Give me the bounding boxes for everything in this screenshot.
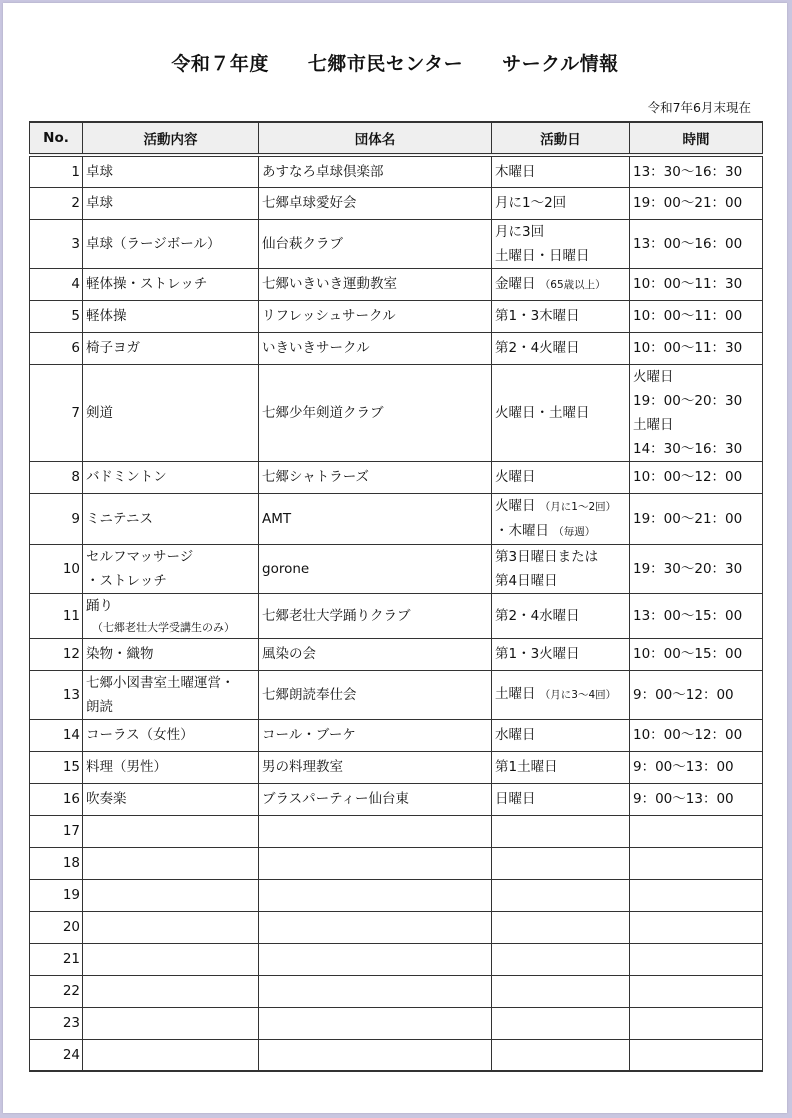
cell-group: 七郷シャトラーズ — [259, 461, 492, 493]
time-line: 10：00～12：00 — [633, 727, 743, 743]
cell-day — [492, 268, 630, 300]
cell-group — [259, 879, 492, 911]
cell-no: 20 — [30, 911, 83, 943]
cell-activity — [83, 268, 259, 300]
cell-time — [630, 219, 763, 268]
day-line — [495, 604, 626, 628]
cell-activity — [83, 364, 259, 461]
day-line — [495, 723, 626, 747]
cell-activity — [83, 493, 259, 544]
cell-activity — [83, 1039, 259, 1071]
time-line: 14：30～16：30 — [633, 440, 743, 457]
day-text: 土曜日 — [495, 686, 536, 702]
cell-group: リフレッシュサークル — [259, 300, 492, 332]
table-row — [30, 332, 763, 364]
cell-activity — [83, 815, 259, 847]
table-row — [30, 219, 763, 268]
cell-time — [630, 1039, 763, 1071]
day-line — [495, 220, 626, 244]
cell-activity — [83, 638, 259, 670]
cell-no: 14 — [30, 719, 83, 751]
day-text: 第1・3木曜日 — [495, 308, 580, 324]
day-line — [495, 401, 626, 425]
cell-day — [492, 544, 630, 593]
cell-group — [259, 1039, 492, 1071]
table-row — [30, 783, 763, 815]
day-text: 日曜日 — [495, 791, 536, 807]
cell-no: 21 — [30, 943, 83, 975]
cell-activity — [83, 670, 259, 719]
cell-time — [630, 847, 763, 879]
cell-group: 仙台萩クラブ — [259, 219, 492, 268]
cell-time — [630, 268, 763, 300]
table-row — [30, 544, 763, 593]
day-text: 月に3回 — [495, 223, 545, 240]
cell-no: 23 — [30, 1007, 83, 1039]
cell-no: 22 — [30, 975, 83, 1007]
time-line: 10：00～12：00 — [633, 469, 743, 485]
cell-activity — [83, 300, 259, 332]
cell-group — [259, 975, 492, 1007]
cell-activity — [83, 219, 259, 268]
cell-activity — [83, 187, 259, 219]
table-row — [30, 364, 763, 461]
cell-time — [630, 593, 763, 638]
activity-line: バドミントン — [86, 469, 167, 485]
time-line: 19：00～20：30 — [633, 392, 743, 409]
cell-day — [492, 751, 630, 783]
cell-group: 七郷卓球愛好会 — [259, 187, 492, 219]
time-line: 10：00～15：00 — [633, 646, 743, 662]
time-line: 9：00～13：00 — [633, 759, 734, 775]
cell-no: 12 — [30, 638, 83, 670]
day-text: 木曜日 — [495, 163, 536, 180]
cell-activity — [83, 879, 259, 911]
time-line: 10：00～11：30 — [633, 340, 743, 356]
table-row — [30, 593, 763, 638]
day-note: （毎週） — [553, 525, 596, 538]
activity-note: （七郷老壮大学受講生のみ） — [92, 620, 235, 634]
table-row — [30, 155, 763, 187]
day-text: 第4日曜日 — [495, 572, 558, 589]
table-row — [30, 911, 763, 943]
cell-no: 19 — [30, 879, 83, 911]
cell-time — [630, 461, 763, 493]
cell-activity — [83, 847, 259, 879]
cell-group: あすなろ卓球倶楽部 — [259, 155, 492, 187]
table-row — [30, 847, 763, 879]
day-note: （月に3～4回） — [539, 689, 617, 701]
cell-activity — [83, 1007, 259, 1039]
day-text: 火曜日 — [495, 497, 536, 514]
day-text: 第1土曜日 — [495, 759, 558, 775]
cell-day — [492, 493, 630, 544]
day-text: 火曜日 — [495, 469, 536, 485]
cell-no: 11 — [30, 593, 83, 638]
table-row — [30, 751, 763, 783]
time-line: 13：00～15：00 — [633, 607, 743, 624]
cell-day — [492, 975, 630, 1007]
cell-activity — [83, 975, 259, 1007]
cell-no: 8 — [30, 461, 83, 493]
day-line — [495, 244, 626, 268]
day-text: 月に1～2回 — [495, 195, 567, 211]
table-row — [30, 1007, 763, 1039]
day-line — [495, 682, 626, 707]
cell-time — [630, 332, 763, 364]
activity-line: セルフマッサージ — [86, 548, 194, 565]
cell-time — [630, 975, 763, 1007]
table-row — [30, 638, 763, 670]
header-day: 活動日 — [492, 122, 630, 155]
table-row — [30, 268, 763, 300]
time-line: 9：00～13：00 — [633, 791, 734, 807]
cell-activity — [83, 544, 259, 593]
cell-no: 6 — [30, 332, 83, 364]
cell-group: 七郷少年剣道クラブ — [259, 364, 492, 461]
cell-day — [492, 461, 630, 493]
day-line — [495, 160, 626, 184]
cell-time — [630, 1007, 763, 1039]
cell-day — [492, 847, 630, 879]
time-line: 19：00～21：00 — [633, 195, 743, 211]
cell-activity — [83, 461, 259, 493]
cell-day — [492, 783, 630, 815]
day-text: 水曜日 — [495, 727, 536, 743]
cell-day — [492, 300, 630, 332]
cell-time — [630, 815, 763, 847]
cell-no: 1 — [30, 155, 83, 187]
activity-line: 吹奏楽 — [86, 791, 127, 807]
cell-time — [630, 187, 763, 219]
cell-group: いきいきサークル — [259, 332, 492, 364]
cell-time — [630, 879, 763, 911]
time-line: 土曜日 — [633, 416, 674, 433]
cell-activity — [83, 751, 259, 783]
activity-line: 軽体操・ストレッチ — [86, 276, 208, 292]
table-header-row — [30, 122, 763, 155]
cell-time — [630, 719, 763, 751]
cell-no: 10 — [30, 544, 83, 593]
header-no: No. — [30, 122, 83, 155]
cell-day — [492, 638, 630, 670]
day-line — [495, 642, 626, 666]
table-row — [30, 719, 763, 751]
cell-group: 七郷いきいき運動教室 — [259, 268, 492, 300]
cell-time — [630, 155, 763, 187]
cell-time — [630, 300, 763, 332]
table-row — [30, 493, 763, 544]
cell-day — [492, 593, 630, 638]
day-line — [495, 272, 626, 297]
table-row — [30, 815, 763, 847]
day-line — [495, 519, 626, 544]
cell-time — [630, 943, 763, 975]
header-activity: 活動内容 — [83, 122, 259, 155]
day-line — [495, 465, 626, 489]
cell-group — [259, 943, 492, 975]
cell-group: 男の料理教室 — [259, 751, 492, 783]
cell-group: ブラスパーティー仙台東 — [259, 783, 492, 815]
cell-no: 9 — [30, 493, 83, 544]
header-group: 団体名 — [259, 122, 492, 155]
time-line: 13：30～16：30 — [633, 163, 743, 180]
cell-no: 17 — [30, 815, 83, 847]
cell-time — [630, 911, 763, 943]
header-time: 時間 — [630, 122, 763, 155]
activity-line: 卓球 — [86, 195, 113, 211]
time-line: 10：00～11：00 — [633, 308, 743, 324]
cell-activity — [83, 719, 259, 751]
activity-line: 剣道 — [86, 404, 113, 421]
cell-no: 4 — [30, 268, 83, 300]
cell-activity — [83, 911, 259, 943]
cell-time — [630, 638, 763, 670]
cell-time — [630, 544, 763, 593]
day-text: 第2・4火曜日 — [495, 340, 580, 356]
table-row — [30, 943, 763, 975]
cell-group: gorone — [259, 544, 492, 593]
day-note: （65歳以上） — [539, 278, 606, 291]
cell-no: 3 — [30, 219, 83, 268]
day-line — [495, 755, 626, 779]
cell-no: 18 — [30, 847, 83, 879]
cell-no: 5 — [30, 300, 83, 332]
time-line: 火曜日 — [633, 368, 674, 385]
cell-no: 24 — [30, 1039, 83, 1071]
day-line — [495, 545, 626, 569]
activity-line: 踊り — [86, 597, 113, 614]
cell-day — [492, 364, 630, 461]
cell-group — [259, 911, 492, 943]
cell-time — [630, 670, 763, 719]
cell-day — [492, 1007, 630, 1039]
day-note: （月に1～2回） — [539, 500, 617, 513]
cell-day — [492, 943, 630, 975]
cell-day — [492, 719, 630, 751]
cell-activity — [83, 943, 259, 975]
day-line — [495, 336, 626, 360]
activity-line: 卓球（ラージボール） — [86, 235, 221, 252]
cell-activity — [83, 332, 259, 364]
cell-group: 七郷朗読奉仕会 — [259, 670, 492, 719]
cell-day — [492, 332, 630, 364]
day-text: 金曜日 — [495, 275, 536, 292]
activity-line: 軽体操 — [86, 308, 127, 324]
as-of-date: 令和7年6月末現在 — [647, 100, 751, 115]
time-line: 19：00～21：00 — [633, 510, 743, 527]
cell-time — [630, 783, 763, 815]
cell-day — [492, 815, 630, 847]
activity-line: 椅子ヨガ — [86, 340, 140, 356]
cell-group: 七郷老壮大学踊りクラブ — [259, 593, 492, 638]
cell-activity — [83, 155, 259, 187]
cell-activity — [83, 783, 259, 815]
day-line — [495, 787, 626, 811]
activity-line: 染物・織物 — [86, 646, 154, 662]
cell-group: AMT — [259, 493, 492, 544]
cell-time — [630, 364, 763, 461]
day-line — [495, 304, 626, 328]
cell-day — [492, 911, 630, 943]
time-line: 19：30～20：30 — [633, 560, 743, 577]
day-text: 第3日曜日または — [495, 548, 599, 565]
time-line: 9：00～12：00 — [633, 686, 734, 703]
circle-table — [29, 121, 763, 1072]
table-row — [30, 187, 763, 219]
activity-line: コーラス（女性） — [86, 727, 194, 743]
cell-time — [630, 751, 763, 783]
cell-day — [492, 1039, 630, 1071]
activity-line: 卓球 — [86, 163, 113, 180]
day-text: 第1・3火曜日 — [495, 646, 580, 662]
cell-no: 13 — [30, 670, 83, 719]
cell-day — [492, 670, 630, 719]
cell-no: 15 — [30, 751, 83, 783]
day-text: 火曜日・土曜日 — [495, 404, 590, 421]
cell-day — [492, 879, 630, 911]
day-line — [495, 569, 626, 593]
cell-no: 2 — [30, 187, 83, 219]
cell-no: 16 — [30, 783, 83, 815]
activity-line: ミニテニス — [86, 510, 153, 527]
day-line — [495, 494, 626, 519]
table-row — [30, 300, 763, 332]
page-title: 令和７年度 七郷市民センター サークル情報 — [171, 53, 619, 75]
day-text: ・木曜日 — [495, 522, 549, 539]
cell-group: 風染の会 — [259, 638, 492, 670]
activity-line: ・ストレッチ — [86, 572, 167, 589]
time-line: 13：00～16：00 — [633, 235, 743, 252]
cell-day — [492, 219, 630, 268]
cell-group — [259, 815, 492, 847]
day-text: 土曜日・日曜日 — [495, 247, 590, 264]
document-page — [3, 3, 787, 1113]
activity-line: 料理（男性） — [86, 759, 167, 775]
day-line — [495, 191, 626, 215]
cell-group: コール・ブーケ — [259, 719, 492, 751]
cell-no: 7 — [30, 364, 83, 461]
cell-group — [259, 1007, 492, 1039]
day-text: 第2・4水曜日 — [495, 607, 580, 624]
table-row — [30, 1039, 763, 1071]
table-row — [30, 461, 763, 493]
cell-day — [492, 187, 630, 219]
table-row — [30, 879, 763, 911]
time-line: 10：00～11：30 — [633, 276, 743, 292]
activity-line: 七郷小図書室土曜運営・ — [86, 674, 235, 691]
table-row — [30, 975, 763, 1007]
cell-time — [630, 493, 763, 544]
cell-day — [492, 155, 630, 187]
cell-activity — [83, 593, 259, 638]
activity-line: 朗読 — [86, 698, 113, 715]
cell-group — [259, 847, 492, 879]
table-row — [30, 670, 763, 719]
